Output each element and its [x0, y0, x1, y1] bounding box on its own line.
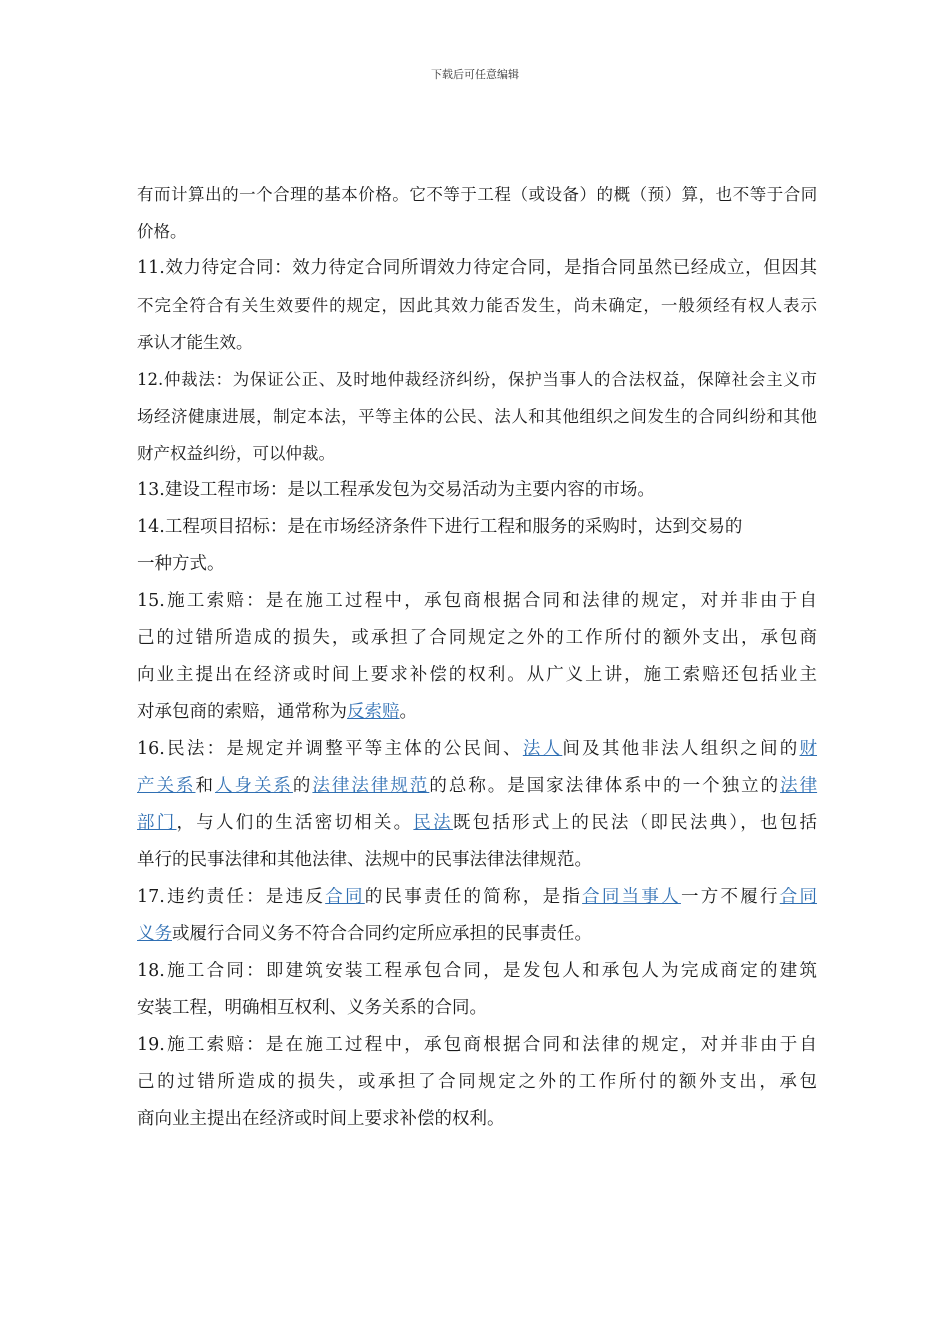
definition-item-15 — [137, 583, 817, 731]
definition-item-17 — [137, 879, 817, 953]
link-personal-relations[interactable]: 人身关系 — [214, 776, 293, 796]
link-contract[interactable]: 合同 — [325, 887, 365, 907]
page-header: 下载后可任意编辑 — [431, 68, 519, 81]
text-line — [137, 916, 817, 953]
text-line: 场经济健康进展，制定本法，平等主体的公民、法人和其他组织之间发生的合同纠纷和其他 — [137, 407, 817, 426]
link-legal-person[interactable]: 法人 — [522, 739, 563, 759]
link-legal-department[interactable]: 法律 — [780, 776, 818, 796]
link-civil-law[interactable]: 民法 — [413, 813, 453, 833]
definition-item-14 — [137, 509, 817, 583]
definition-item-18 — [137, 953, 817, 1027]
text-segment: 间及其他非法人组织之间的 — [562, 739, 800, 759]
text-line: 商向业主提出在经济或时间上要求补偿的权利。 — [137, 1109, 505, 1129]
text-segment: 16.民法：是规定并调整平等主体的公民间、 — [137, 739, 523, 759]
text-line: 18.施工合同：即建筑安装工程承包合同，是发包人和承包人为完成商定的建筑 — [137, 961, 817, 981]
text-line — [137, 731, 817, 768]
text-line: 单行的民事法律和其他法律、法规中的民事法律法律规范。 — [137, 850, 592, 870]
text-line: 安装工程，明确相互权利、义务关系的合同。 — [137, 998, 487, 1018]
text-segment: 一方不履行 — [680, 887, 780, 907]
definition-item-16 — [137, 731, 817, 879]
text-line — [137, 694, 817, 731]
text-line: 有而计算出的一个合理的基本价格。它不等于工程（或设备）的概（预）算，也不等于合同 — [137, 185, 817, 204]
text-line: 12.仲裁法：为保证公正、及时地仲裁经济纠纷，保护当事人的合法权益，保障社会主义市 — [137, 370, 817, 389]
text-line: 14.工程项目招标：是在市场经济条件下进行工程和服务的采购时，达到交易的 — [137, 517, 743, 537]
text-segment: 的民事责任的简称，是指 — [364, 887, 583, 907]
text-line: 向业主提出在经济或时间上要求补偿的权利。从广义上讲，施工索赔还包括业主 — [137, 665, 817, 685]
definition-item-19 — [137, 1027, 817, 1138]
text-line: 15.施工索赔：是在施工过程中，承包商根据合同和法律的规定，对并非由于自 — [137, 591, 817, 611]
text-line: 一种方式。 — [137, 554, 225, 574]
text-segment: 既包括形式上的民法（即民法典），也包括 — [452, 813, 818, 833]
text-segment: 的 — [292, 776, 313, 796]
continuation-paragraph — [137, 176, 817, 250]
text-segment: 的总称。是国家法律体系中的一个独立的 — [429, 776, 781, 796]
text-line: 承认才能生效。 — [137, 333, 253, 352]
text-line: 11.效力待定合同：效力待定合同所谓效力待定合同，是指合同虽然已经成立，但因其 — [137, 258, 817, 278]
link-legal-norms[interactable]: 法律法律规范 — [312, 776, 430, 796]
definition-item-12 — [137, 361, 817, 472]
text-line: 财产权益纠纷，可以仲裁。 — [137, 444, 335, 463]
text-line — [137, 805, 817, 842]
link-contract-obligation[interactable]: 合同 — [779, 887, 818, 907]
link-contract-obligation[interactable]: 义务 — [137, 924, 172, 944]
text-line: 价格。 — [137, 222, 187, 241]
text-line: 19.施工索赔：是在施工过程中，承包商根据合同和法律的规定，对并非由于自 — [137, 1035, 817, 1055]
link-property-relations[interactable]: 产关系 — [137, 776, 196, 796]
text-segment: ，与人们的生活密切相关。 — [176, 813, 414, 833]
definition-item-13 — [137, 472, 817, 509]
text-line — [137, 768, 817, 805]
text-line: 不完全符合有关生效要件的规定，因此其效力能否发生，尚未确定，一般须经有权人表示 — [137, 296, 817, 315]
text-segment: 或履行合同义务不符合合同约定所应承担的民事责任。 — [172, 924, 592, 944]
definition-item-11 — [137, 250, 817, 361]
text-line — [137, 879, 817, 916]
text-line: 己的过错所造成的损失，或承担了合同规定之外的工作所付的额外支出，承包 — [137, 1072, 817, 1092]
text-segment: 17.违约责任：是违反 — [137, 887, 326, 907]
link-counter-claim[interactable]: 反索赔 — [347, 702, 400, 722]
text-segment: 和 — [195, 776, 215, 796]
text-line: 己的过错所造成的损失，或承担了合同规定之外的工作所付的额外支出，承包商 — [137, 628, 817, 648]
link-property-relations[interactable]: 财 — [799, 739, 818, 759]
link-contract-party[interactable]: 合同当事人 — [582, 887, 681, 907]
link-legal-department[interactable]: 部门 — [137, 813, 177, 833]
document-body — [137, 176, 817, 1138]
text-segment: 对承包商的索赔，通常称为 — [137, 702, 347, 722]
text-line: 13.建设工程市场：是以工程承发包为交易活动为主要内容的市场。 — [137, 480, 655, 500]
text-segment: 。 — [399, 702, 417, 722]
